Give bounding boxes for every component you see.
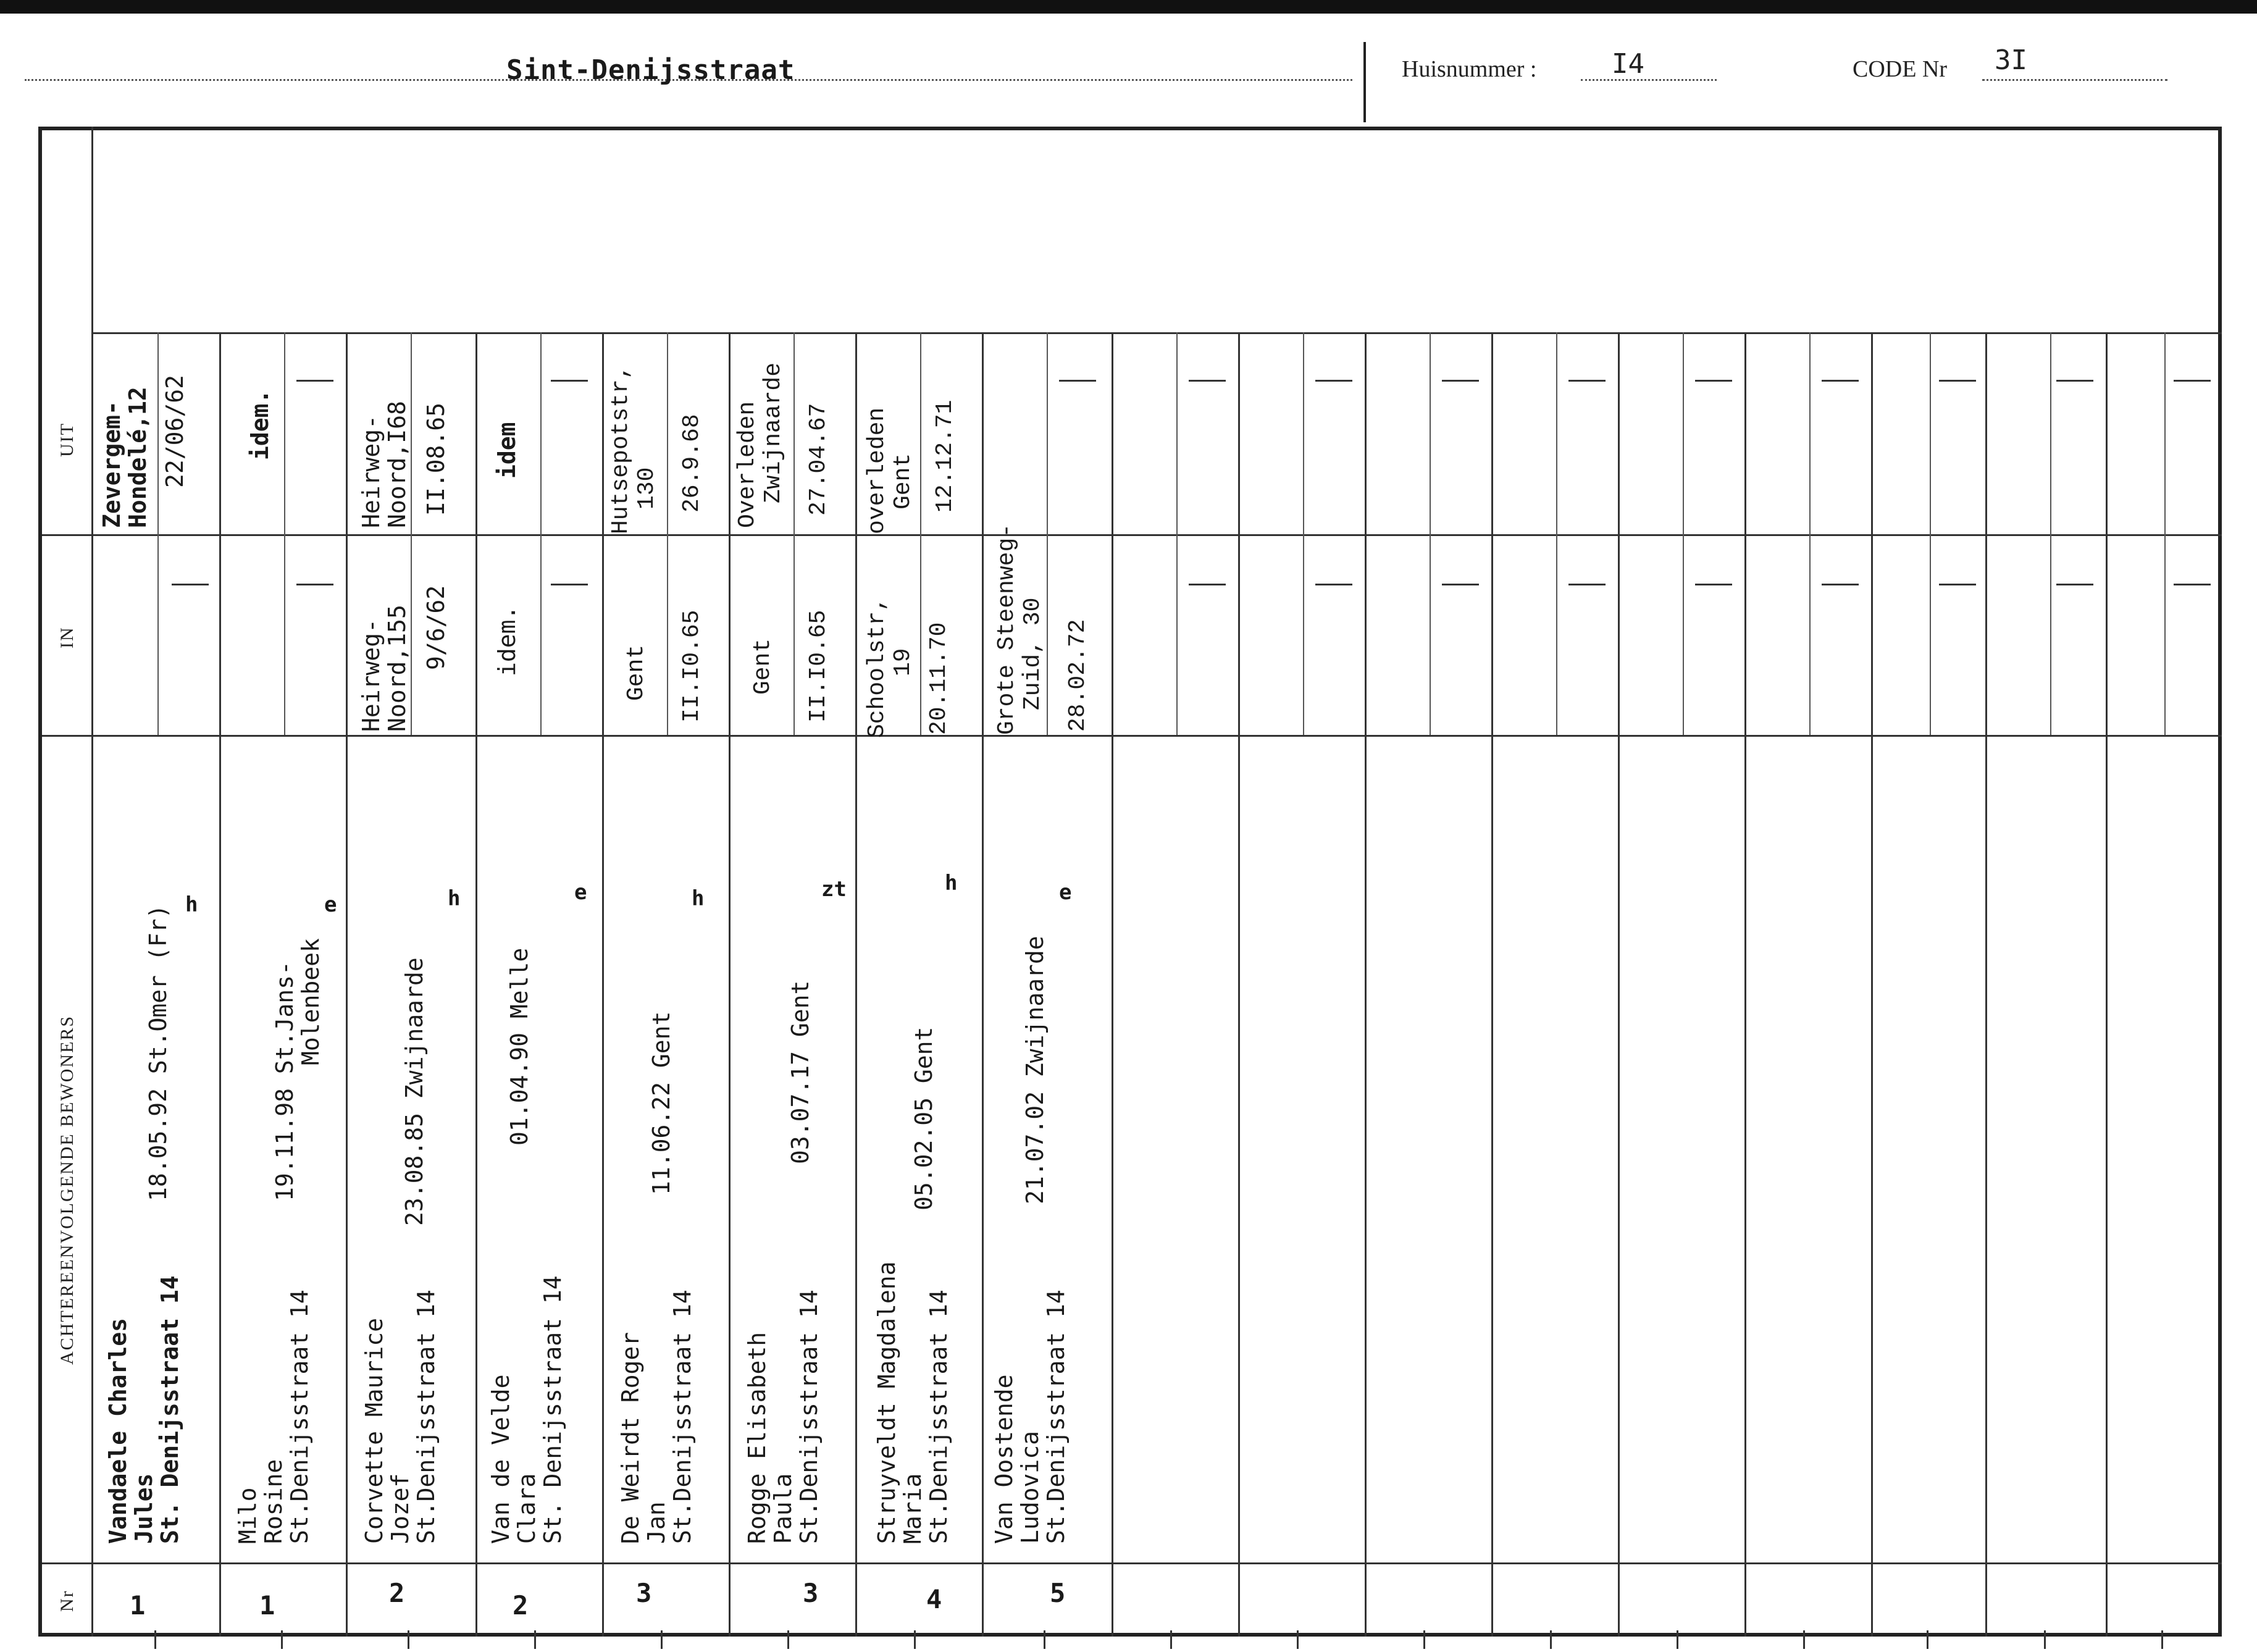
resident-gender: h [448,886,461,911]
huisnummer-underline [1581,79,1717,81]
resident-first-name: Clara [513,1473,540,1544]
resident-gender: h [185,892,198,917]
uit-place-line1: Zevergem- [98,401,125,528]
uit-date: 27.04.67 [805,403,832,516]
uit-place-line1: Hutsepotstr, [608,365,634,534]
empty-dash [1442,584,1479,585]
in-date: 20.11.70 [926,622,952,735]
bottom-tick [534,1630,536,1649]
row-rule-13 [1744,332,1746,1637]
bottom-tick [661,1630,663,1649]
rule-in-top [42,534,2222,536]
empty-dash [1189,584,1226,585]
resident-gender: e [324,892,337,917]
row-rule-16 [2106,332,2108,1637]
resident-entry [744,1289,822,1544]
uit-place [99,387,151,528]
in-place: Gent [623,644,650,701]
split-empty-9 [2164,332,2166,735]
resident-first-name: Rosine [260,1459,287,1544]
split-empty-3 [1430,332,1431,735]
split-r3-uit [411,332,412,735]
split-empty-8 [2050,332,2051,735]
resident-name: Corvette Maurice [361,1317,388,1544]
split-empty-5 [1683,332,1684,735]
empty-dash [2174,584,2211,585]
in-place-line2: Zuid, 30 [1020,597,1046,710]
uit-date: 12.12.71 [932,400,958,513]
section-label-nr: Nr [57,1590,77,1612]
in-place [358,605,410,732]
resident-birth: 03.07.17 Gent [787,980,814,1164]
resident-address: St.Denijsstraat 14 [412,1289,440,1544]
row-rule-6 [855,332,857,1637]
resident-birth: 21.07.02 Zwijnaarde [1021,936,1049,1204]
resident-gender: zt [821,877,847,902]
bottom-tick [154,1630,156,1649]
resident-entry [235,1289,312,1544]
bottom-tick [281,1630,283,1649]
split-r6-uit [794,332,795,735]
uit-place [865,408,916,534]
resident-name: Van Oostende [990,1374,1018,1544]
resident-first-name: Jules [130,1473,157,1544]
row-rule-9 [1238,332,1240,1637]
uit-place-line2: 130 [634,467,660,509]
row-rule-1 [219,332,221,1637]
empty-dash [1939,584,1976,585]
in-place-line1: Schoolstr, [864,597,890,738]
uit-place: idem [493,422,521,479]
in-place-line1: Heirweg- [358,618,385,732]
split-r5-uit [667,332,668,735]
row-number: 1 [259,1590,275,1621]
resident-name: Vandaele Charles [104,1317,132,1544]
empty-dash [2056,380,2093,382]
in-place [994,524,1046,735]
resident-birth: 05.02.05 Gent [910,1026,937,1210]
row-rule-15 [1985,332,1987,1637]
resident-first-name: Paula [769,1473,797,1544]
empty-dash [1695,380,1732,382]
resident-entry [618,1289,695,1544]
split-r8-uit [1047,332,1048,735]
in-place-line2: 19 [890,648,916,676]
uit-place-line2: Hondelé,12 [124,387,151,528]
bottom-tick [408,1630,409,1649]
uit-place [608,365,660,534]
code-value: 3I [1995,44,2027,76]
uit-place-line2: Zwijnaarde [760,362,787,503]
bottom-tick [2044,1630,2046,1649]
row-rule-8 [1112,332,1113,1637]
resident-entry [361,1289,439,1544]
in-place: idem. [493,605,521,676]
row-rule-5 [729,332,731,1637]
row-rule-10 [1365,332,1367,1637]
resident-gender: h [692,886,705,911]
empty-dash [1939,380,1976,382]
resident-first-name: Jan [643,1501,670,1544]
resident-first-name: Jozef [387,1473,414,1544]
resident-entry [488,1275,566,1544]
uit-date: II.08.65 [422,402,450,516]
empty-dash [1822,380,1859,382]
resident-address: St.Denijsstraat 14 [925,1289,952,1544]
in-place: Gent [750,638,776,695]
rule-nr-top [42,1562,2222,1564]
bottom-tick [1044,1630,1045,1649]
split-empty-1 [1176,332,1178,735]
section-label-uit: UIT [57,422,77,457]
bottom-tick [1677,1630,1678,1649]
split-empty-6 [1809,332,1811,735]
row-number: 5 [1050,1578,1066,1608]
split-r1-uit [157,332,159,735]
section-label-bewoners: ACHTEREENVOLGENDE BEWONERS [57,1015,77,1365]
resident-gender: h [945,871,958,895]
empty-dash [1189,380,1226,382]
uit-place [735,363,787,528]
resident-address: St. Denijsstraat 14 [539,1275,566,1544]
resident-name: Struyveldt Magdalena [873,1261,900,1544]
split-empty-2 [1303,332,1304,735]
in-date: 28.02.72 [1065,619,1091,732]
resident-birth-line1: 19.11.98 St.Jans- [271,961,298,1201]
resident-birth: 11.06.22 Gent [648,1011,675,1195]
section-label-in: IN [57,626,77,648]
resident-address: St.Denijsstraat 14 [795,1289,823,1544]
empty-dash [1822,584,1859,585]
empty-dash [1568,380,1606,382]
resident-address: St.Denijsstraat 14 [286,1289,313,1544]
row-number: 3 [803,1578,819,1608]
street-name: Sint-Denijsstraat [506,54,795,86]
in-date: II.I0.65 [679,610,705,723]
bottom-tick [1170,1630,1172,1649]
empty-dash [1568,584,1606,585]
bottom-tick [1297,1630,1299,1649]
rule-bewoners-top [42,735,2222,737]
uit-date: 22/06/62 [161,374,188,488]
uit-place-line1: overleden [864,407,890,534]
resident-entry [105,1275,183,1544]
split-empty-4 [1556,332,1557,735]
bottom-tick [1803,1630,1805,1649]
row-rule-2 [346,332,348,1637]
resident-address: St.Denijsstraat 14 [1042,1289,1070,1544]
empty-dash [551,380,588,382]
uit-place-line1: Heirweg- [358,414,385,528]
label-column-rule [91,127,93,1637]
row-rule-4 [602,332,604,1637]
resident-birth: 18.05.92 St.Omer (Fr) [144,904,172,1201]
resident-first-name: Ludovica [1016,1430,1044,1544]
in-date: 9/6/62 [422,585,450,670]
uit-place-line2: Noord,I68 [383,401,411,528]
resident-address: St. Denijsstraat 14 [156,1275,183,1544]
split-r2-uit [284,332,285,735]
bottom-tick [1423,1630,1425,1649]
empty-dash [1315,380,1352,382]
uit-date: 26.9.68 [679,414,705,513]
empty-dash [1315,584,1352,585]
row-number: 2 [513,1590,529,1621]
uit-place: idem. [246,389,274,460]
in-place-line1: Grote Steenweg- [994,523,1020,735]
row-rule-7 [982,332,984,1637]
row-rule-11 [1491,332,1493,1637]
split-r7-uit [920,332,921,735]
resident-birth [272,938,324,1201]
in-place-line2: Noord,155 [383,605,411,732]
uit-place-line2: Gent [890,453,916,509]
empty-dash [1442,380,1479,382]
resident-name: De Weirdt Roger [617,1331,644,1544]
resident-birth-line2: Molenbeek [297,938,324,1065]
row-rule-3 [475,332,477,1637]
scan-top-edge [0,0,2257,14]
empty-dash [296,584,333,585]
in-date: II.I0.65 [805,610,832,723]
empty-dash [2056,584,2093,585]
row-rule-14 [1871,332,1873,1637]
bottom-tick [1927,1630,1928,1649]
resident-gender: e [1059,880,1072,905]
bottom-tick [787,1630,789,1649]
empty-dash [296,380,333,382]
resident-entry [991,1289,1069,1544]
code-label: CODE Nr [1853,56,1948,82]
resident-birth: 23.08.85 Zwijnaarde [401,957,428,1226]
uit-place-line1: Overleden [734,401,761,528]
empty-dash [1695,584,1732,585]
uit-place [358,401,410,528]
row-number: 3 [636,1578,652,1608]
row-number: 4 [926,1584,942,1614]
resident-gender: e [574,880,587,905]
resident-birth: 01.04.90 Melle [506,947,533,1146]
resident-name: Rogge Elisabeth [743,1331,771,1544]
huisnummer-value: I4 [1612,48,1644,80]
row-number: 1 [130,1590,146,1621]
bottom-tick [1550,1630,1552,1649]
empty-dash [172,584,209,585]
row-number: 2 [389,1578,405,1608]
header-divider [1363,42,1366,122]
code-underline [1982,79,2167,81]
split-r4-uit [540,332,542,735]
resident-name: Milo [234,1487,261,1544]
empty-dash [551,584,588,585]
empty-dash [2174,380,2211,382]
resident-name: Van de Velde [487,1374,514,1544]
resident-first-name: Maria [899,1473,926,1544]
in-place [865,597,916,738]
row-rule-12 [1618,332,1620,1637]
resident-entry [874,1261,952,1544]
resident-address: St.Denijsstraat 14 [669,1289,696,1544]
empty-dash [1059,380,1096,382]
bottom-tick [2161,1630,2163,1649]
huisnummer-label: Huisnummer : [1402,56,1537,82]
bottom-tick [914,1630,916,1649]
split-empty-7 [1930,332,1931,735]
